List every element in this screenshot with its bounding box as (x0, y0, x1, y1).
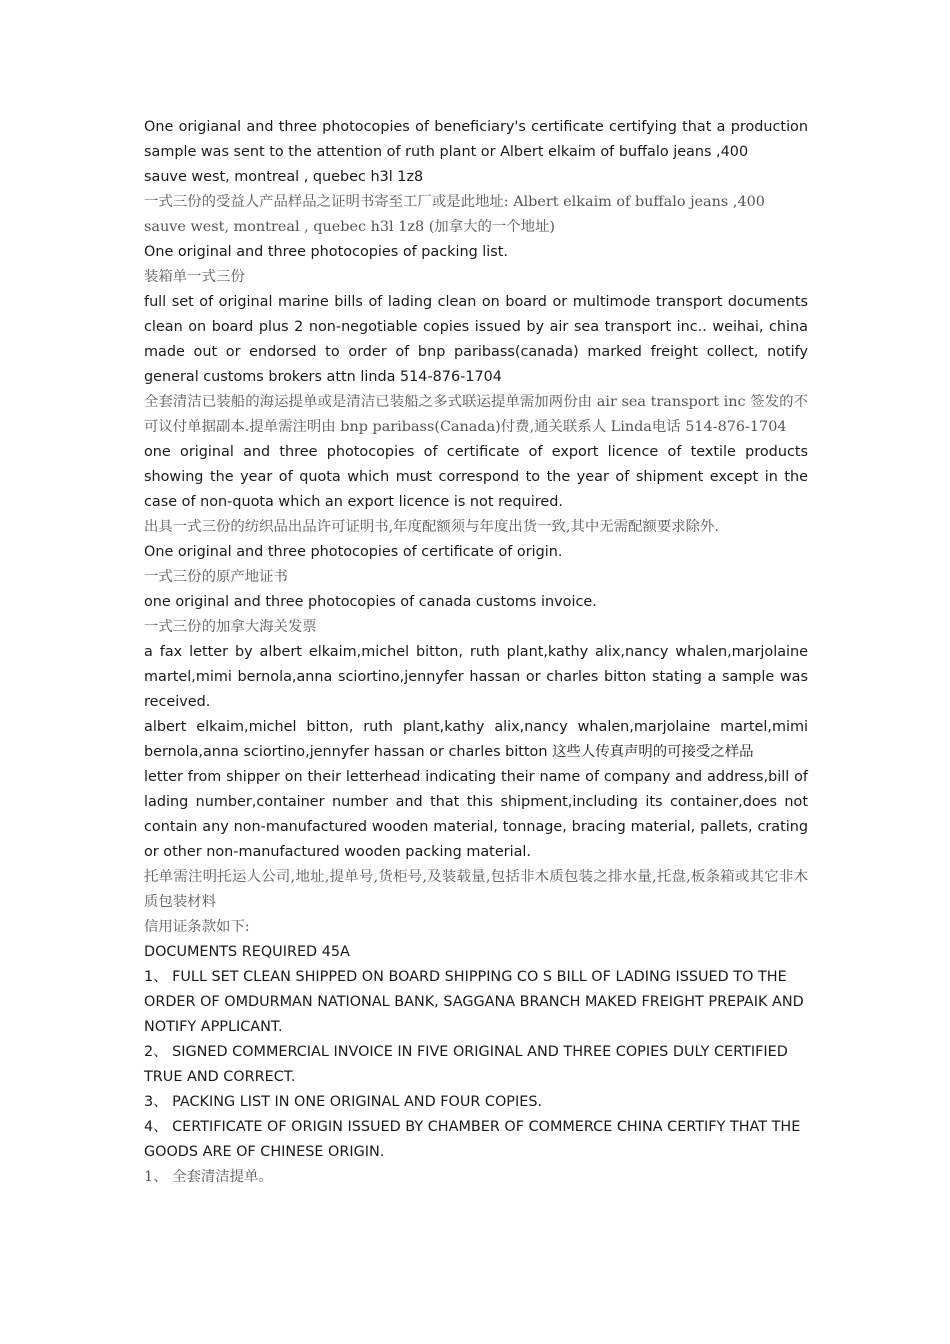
paragraph: sauve west, montreal , quebec h3l 1z8 (144, 169, 424, 185)
paragraph: 全套清洁已装船的海运提单或是清洁已装船之多式联运提单需加两份由 air sea transport inc 签发的不可议付单据副本.提单需注明由 bnp paribass(Canada)付费,通关联系人 Linda电话 514-876-1704 (144, 394, 808, 435)
paragraph: One original and three photocopies of certificate of origin. (144, 544, 563, 560)
paragraph: One origianal and three photocopies of beneficiary's certificate certifying that a production sample was sent to the attention of ruth plant or Albert elkaim of buffalo jeans ,400 (144, 119, 808, 160)
paragraph: 3、 PACKING LIST IN ONE ORIGINAL AND FOUR COPIES. (144, 1094, 543, 1110)
paragraph: one original and three photocopies of certificate of export licence of textile products showing the year of quota which must correspond to the year of shipment except in the case of non-quota which an export licence is not required. (144, 444, 808, 510)
paragraph: 一式三份的原产地证书 (144, 569, 288, 585)
paragraph: 信用证条款如下: (144, 919, 250, 935)
paragraph: One original and three photocopies of packing list. (144, 244, 508, 260)
paragraph: DOCUMENTS REQUIRED 45A (144, 944, 350, 960)
paragraph: 出具一式三份的纺织品出品许可证明书,年度配额须与年度出货一致,其中无需配额要求除外. (144, 519, 719, 535)
paragraph: full set of original marine bills of lading clean on board or multimode transport documents clean on board plus 2 non-negotiable copies issued by air sea transport inc.. weihai, china made out or endorsed to order of bnp paribass(canada) marked freight collect, notify general customs brokers attn linda 514-876-1704 (144, 294, 808, 385)
paragraph: 托单需注明托运人公司,地址,提单号,货柜号,及装载量,包括非木质包装之排水量,托盘,板条箱或其它非木质包装材料 (144, 869, 808, 910)
paragraph: albert elkaim,michel bitton, ruth plant,kathy alix,nancy whalen,marjolaine martel,mimi bernola,anna sciortino,jennyfer hassan or charles bitton 这些人传真声明的可接受之样品 (144, 719, 808, 760)
paragraph: 一式三份的受益人产品样品之证明书寄至工厂或是此地址: Albert elkaim of buffalo jeans ,400 sauve west, montreal , quebec h3l 1z8 (加拿大的一个地址) (144, 194, 765, 235)
paragraph: one original and three photocopies of canada customs invoice. (144, 594, 597, 610)
paragraph: 1、 全套清洁提单。 (144, 1169, 273, 1185)
paragraph: 4、 CERTIFICATE OF ORIGIN ISSUED BY CHAMBER OF COMMERCE CHINA CERTIFY THAT THE GOODS ARE OF CHINESE ORIGIN. (144, 1119, 801, 1160)
paragraph: letter from shipper on their letterhead indicating their name of company and address,bill of lading number,container number and that this shipment,including its container,does not contain any non-manufactured wooden material, tonnage, bracing material, pallets, crating or other non-manufactured wooden packing material. (144, 769, 808, 860)
paragraph: 装箱单一式三份 (144, 269, 245, 285)
paragraph: 2、 SIGNED COMMERCIAL INVOICE IN FIVE ORIGINAL AND THREE COPIES DULY CERTIFIED TRUE AND CORRECT. (144, 1044, 788, 1085)
paragraph: a fax letter by albert elkaim,michel bitton, ruth plant,kathy alix,nancy whalen,marjolaine martel,mimi bernola,anna sciortino,jennyfer hassan or charles bitton stating a sample was received. (144, 644, 808, 710)
paragraph: 一式三份的加拿大海关发票 (144, 619, 317, 635)
document-body (144, 115, 808, 1190)
paragraph: 1、 FULL SET CLEAN SHIPPED ON BOARD SHIPPING CO S BILL OF LADING ISSUED TO THE ORDER OF OMDURMAN NATIONAL BANK, SAGGANA BRANCH MAKED FREIGHT PREPAIK AND NOTIFY APPLICANT. (144, 969, 804, 1035)
